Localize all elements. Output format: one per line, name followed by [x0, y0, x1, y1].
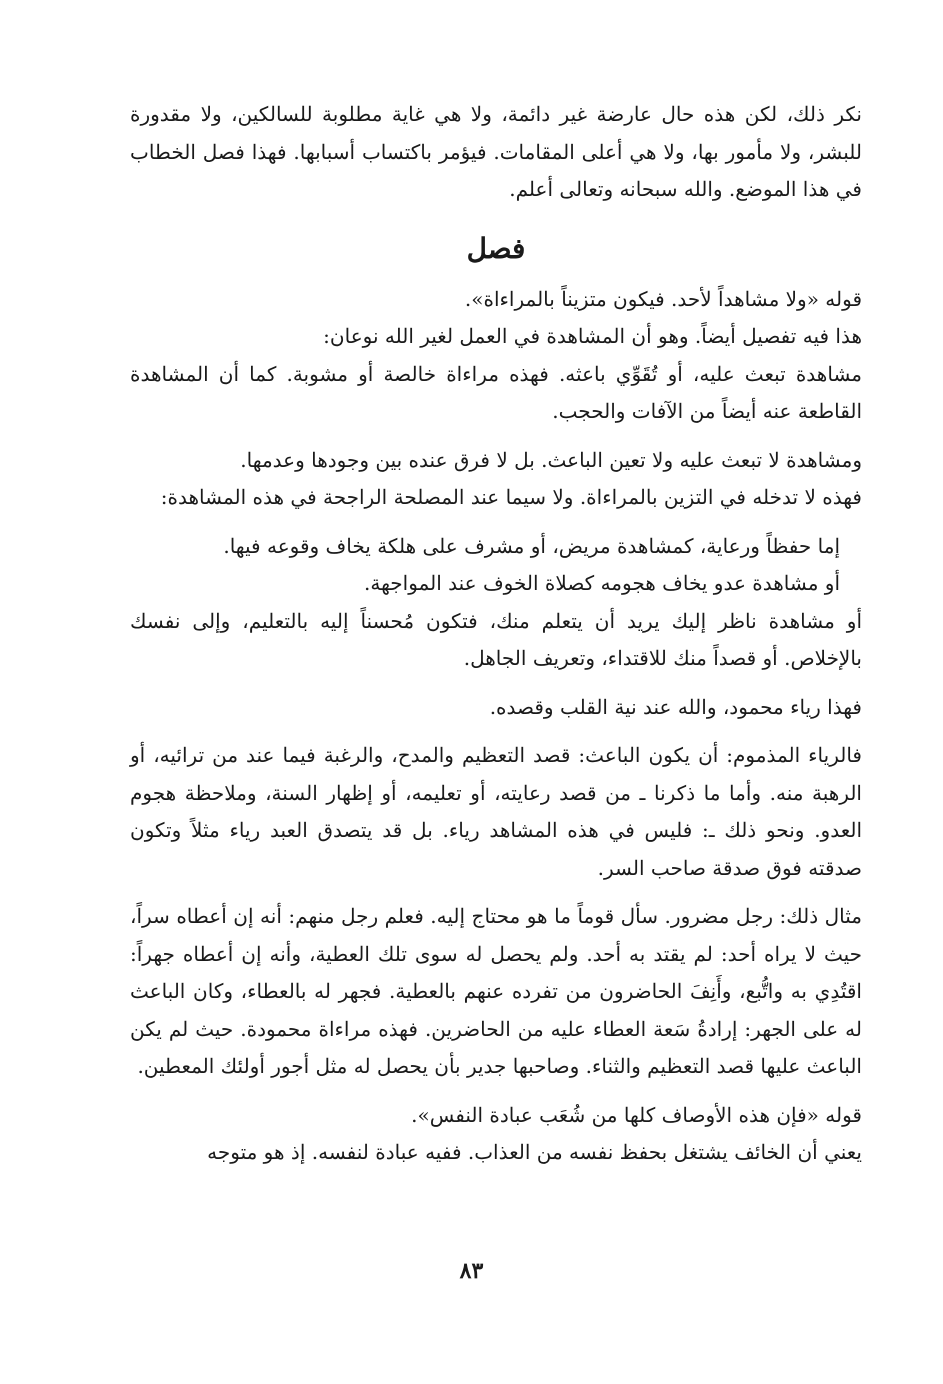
type-two-continuation-paragraph: فهذه لا تدخله في التزين بالمراءاة. ولا سيما عند المصلحة الراجحة في هذه المشاهدة:: [160, 485, 862, 509]
section-title: فصل: [466, 231, 526, 265]
case-item-3: أو مشاهدة ناظر إليك يريد أن يتعلم منك، فتكون مُحسناً إليه بالتعليم، وإلى نفسك بالإخلاص. أو قصداً منك للاقتداء، وتعريف الجاهل.: [130, 608, 863, 670]
quote-paragraph-2: قوله «فإن هذه الأوصاف كلها من شُعَب عبادة النفس».: [411, 1102, 862, 1127]
page-number: ٨٣: [459, 1258, 484, 1284]
blamed-riya-paragraph: فالرياء المذموم: أن يكون الباعث: قصد التعظيم والمدح، والرغبة فيما عند من ترائيه، أو الرهبة منه. وأما ما ذكرنا ـ من قصد رعايته، أو تعليمه، أو إظهار السنة، وملاحظة هجوم العدو. ونحو ذلك ـ: فليس في هذه المشاهد رياء. بل قد يتصدق العبد رياء مثلاً وتكون صدقته فوق صدقة صاحب السر.: [130, 743, 862, 880]
page-body-text: [130, 96, 862, 1172]
cases-list: [130, 528, 862, 603]
detail-paragraph: هذا فيه تفصيل أيضاً. وهو أن المشاهدة في العمل لغير الله نوعان:: [323, 324, 862, 348]
type-two-paragraph: ومشاهدة لا تبعث عليه ولا تعين الباعث. بل لا فرق عنده بين وجودها وعدمها.: [240, 447, 862, 472]
case-item-1: إما حفظاً ورعاية، كمشاهدة مريض، أو مشرف على هلكة يخاف وقوعه فيها.: [223, 533, 840, 558]
closing-paragraph: يعني أن الخائف يشتغل بحفظ نفسه من العذاب. ففيه عبادة لنفسه. إذ هو متوجه: [207, 1140, 862, 1164]
case-item-2: أو مشاهدة عدو يخاف هجومه كصلاة الخوف عند المواجهة.: [364, 571, 840, 595]
example-paragraph: مثال ذلك: رجل مضرور. سأل قوماً ما هو محتاج إليه. فعلم رجل منهم: أنه إن أعطاه سراً، حيث لا يراه أحد: لم يقتد به أحد. ولم يحصل له سوى تلك العطية، وأنه إن أعطاه جهراً: اقتُدِي به واتُّبع، وأَنِفَ الحاضرون من تفرده عنهم بالعطية. فجهر له بالعطاء، وكان الباعث له على الجهر: إرادةُ سَعة العطاء عليه من الحاضرين. فهذه مراءاة محمودة. حيث لم يكن الباعث عليها قصد التعظيم والثناء. وصاحبها جدير بأن يحصل له مثل أجور أولئك المعطين.: [130, 904, 862, 1078]
praised-riya-paragraph: فهذا رياء محمود، والله عند نية القلب وقصده.: [489, 694, 862, 719]
quote-paragraph-1: قوله «ولا مشاهداً لأحد. فيكون متزيناً بالمراءاة».: [464, 286, 862, 311]
type-one-paragraph: مشاهدة تبعث عليه، أو تُقَوِّي باعثه. فهذه مراءاة خالصة أو مشوبة. كما أن المشاهدة القاطعة عنه أيضاً من الآفات والحجب.: [130, 361, 862, 423]
intro-paragraph: نكر ذلك، لكن هذه حال عارضة غير دائمة، ولا هي غاية مطلوبة للسالكين، ولا مقدورة للبشر، ولا مأمور بها، ولا هي أعلى المقامات. فيؤمر باكتساب أسبابها. فهذا فصل الخطاب في هذا الموضع. والله سبحانه وتعالى أعلم.: [130, 102, 862, 201]
